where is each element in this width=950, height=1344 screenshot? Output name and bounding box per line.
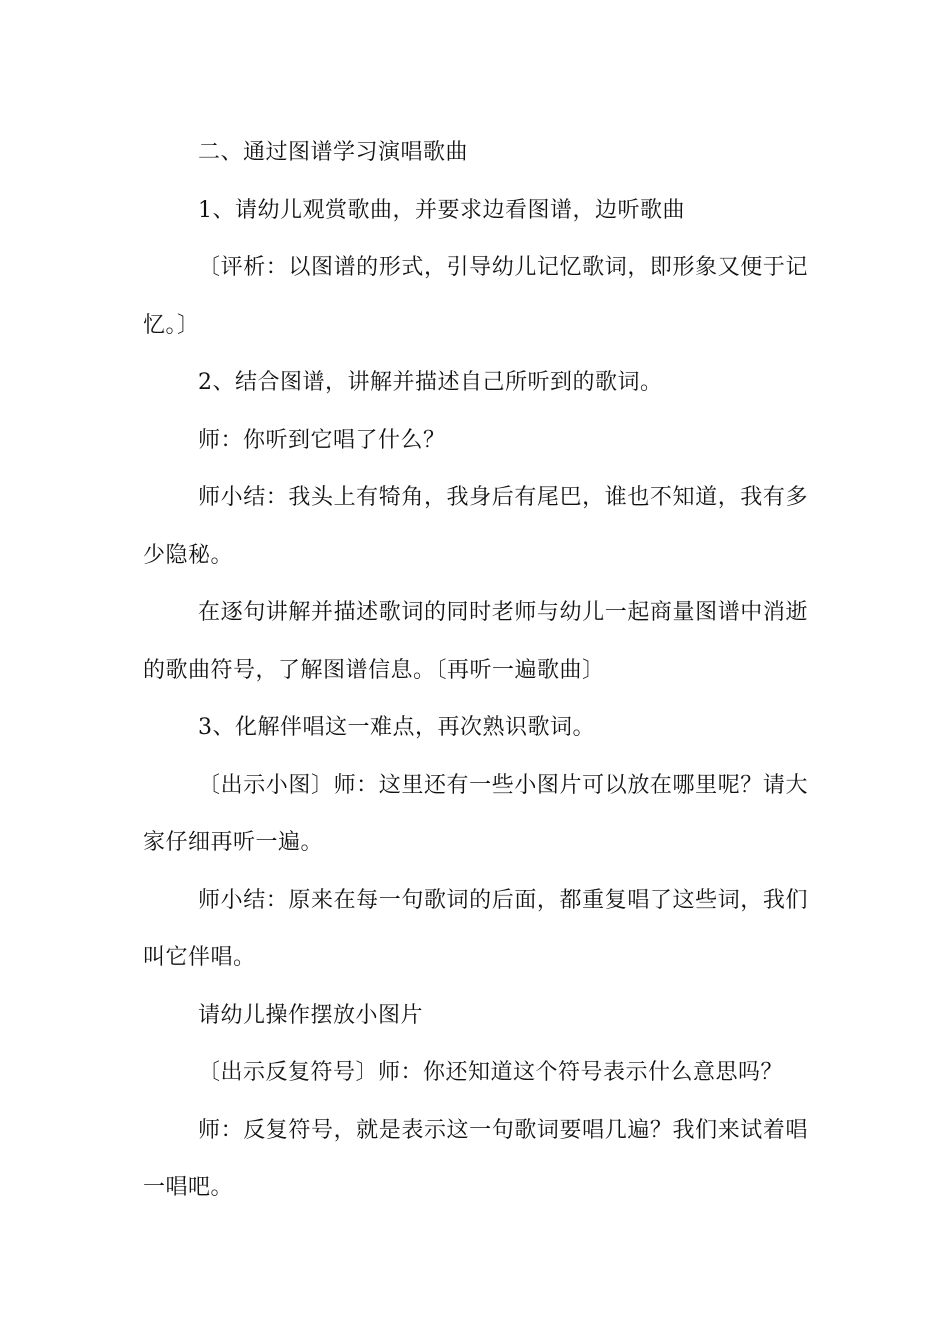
analysis-note-paragraph: 〔评析：以图谱的形式，引导幼儿记忆歌词，即形象又便于记忆。〕: [143, 255, 808, 338]
explanation-paragraph: 在逐句讲解并描述歌词的同时老师与幼儿一起商量图谱中消逝的歌曲符号，了解图谱信息。〔再听一遍歌曲〕: [143, 600, 808, 683]
children-arrange-pictures-paragraph: 请幼儿操作摆放小图片: [198, 1002, 424, 1028]
teacher-summary-accompaniment-paragraph: 师小结：原来在每一句歌词的后面，都重复唱了这些词，我们叫它伴唱。: [143, 887, 808, 970]
repeat-symbol-explanation-paragraph: 师：反复符号，就是表示这一句歌词要唱几遍？我们来试着唱一唱吧。: [143, 1117, 808, 1200]
show-small-pictures-paragraph: 〔出示小图〕师：这里还有一些小图片可以放在哪里呢？请大家仔细再听一遍。: [143, 772, 808, 855]
teacher-summary-paragraph: 师小结：我头上有犄角，我身后有尾巴，谁也不知道，我有多少隐秘。: [143, 485, 808, 568]
step-3-paragraph: 3、化解伴唱这一难点，再次熟识歌词。: [198, 715, 595, 740]
document-body: [143, 124, 808, 1217]
show-repeat-symbol-paragraph: 〔出示反复符号〕师：你还知道这个符号表示什么意思吗？: [198, 1060, 784, 1085]
teacher-question-paragraph: 师：你听到它唱了什么？: [198, 427, 446, 453]
section-heading: 二、通过图谱学习演唱歌曲: [198, 140, 469, 165]
step-2-paragraph: 2、结合图谱，讲解并描述自己所听到的歌词。: [198, 370, 663, 395]
step-1-paragraph: 1、请幼儿观赏歌曲，并要求边看图谱，边听歌曲: [198, 197, 685, 223]
